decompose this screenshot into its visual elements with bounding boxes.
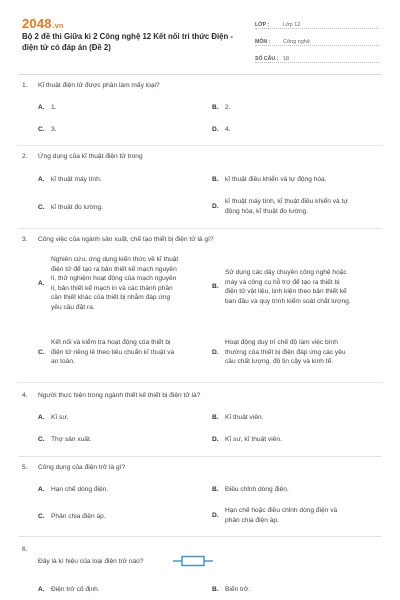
question-stem <box>22 464 125 471</box>
option-letter: C. <box>38 348 45 356</box>
option-text: Biến trở. <box>225 586 251 593</box>
meta-count-row <box>255 49 379 63</box>
question-text: Người thực hiện trong ngành thiết kế thiết bị điện tử là? <box>38 392 201 399</box>
option-text: Điện trở cố định. <box>51 586 100 593</box>
option-text: Hạn chế dòng điện. <box>51 486 109 493</box>
option-a[interactable] <box>38 413 198 423</box>
option-a[interactable] <box>38 103 198 113</box>
option-text: 1. <box>51 104 57 111</box>
option-letter: A. <box>38 176 45 183</box>
option-text: Kĩ sư, kĩ thuật viên. <box>225 436 282 443</box>
option-b[interactable] <box>212 103 382 113</box>
meta-subject-label: MÔN : <box>255 39 271 45</box>
option-letter: B. <box>212 176 219 183</box>
option-text: Hạn chế hoặc điều chỉnh dòng điện và phân chia điện áp. <box>225 507 338 524</box>
option-b[interactable] <box>212 413 382 423</box>
option-a[interactable] <box>38 485 198 495</box>
option-letter: C. <box>38 126 45 133</box>
meta-subject-row <box>255 32 379 46</box>
exam-meta <box>255 15 379 66</box>
question-number: 3. <box>22 236 28 243</box>
option-letter: A. <box>38 586 45 593</box>
question-text: Công việc của ngành sản xuất, chế tạo thiết bị điện tử là gì? <box>38 236 214 243</box>
option-letter: B. <box>212 586 219 593</box>
question-number: 2. <box>22 153 28 160</box>
meta-class-row <box>255 15 379 29</box>
option-text: Kết nối và kiểm tra hoạt động của thiết bị điện tử riêng lẻ theo tiêu chuẩn kĩ thuật và an toàn. <box>51 339 175 366</box>
option-b[interactable] <box>212 175 382 185</box>
option-text: kĩ thuật điều khiển và tự động hóa. <box>225 176 327 183</box>
option-letter: C. <box>38 436 45 443</box>
question-divider <box>18 536 382 537</box>
option-letter: A. <box>38 414 45 421</box>
option-letter: C. <box>38 204 45 211</box>
option-b[interactable] <box>212 585 382 595</box>
question-number-line <box>22 546 38 553</box>
option-text: Thợ sản xuất. <box>51 436 92 443</box>
option-c[interactable] <box>38 435 198 445</box>
option-letter: D. <box>212 202 219 210</box>
option-letter: C. <box>38 513 45 520</box>
option-letter: B. <box>212 283 219 291</box>
meta-subject-value: Công nghệ <box>283 39 310 45</box>
question-divider <box>18 145 382 146</box>
option-d[interactable] <box>212 435 382 445</box>
option-d[interactable] <box>212 197 382 216</box>
question-stem <box>22 82 160 89</box>
option-text: kĩ thuật máy tính, kĩ thuật điều khiển và tự động hóa, kĩ thuật đo lường. <box>225 198 348 215</box>
option-text: Kĩ thuật viên. <box>225 414 264 421</box>
option-letter: D. <box>212 348 219 356</box>
question-number: 1. <box>22 82 28 89</box>
page-header <box>0 0 400 64</box>
question-divider <box>18 228 382 229</box>
option-d[interactable] <box>212 338 387 367</box>
option-text: 4. <box>225 126 231 133</box>
option-a[interactable] <box>38 255 210 313</box>
question-text: Kĩ thuật điện tử được phân làm mấy loại? <box>38 82 160 89</box>
question-divider <box>18 382 382 383</box>
meta-class-label: LỚP : <box>255 22 270 28</box>
exam-title: Bộ 2 đề thi Giữa kì 2 Công nghệ 12 Kết nối tri thức Điện - điện tử có đáp án (Đề 2) <box>22 32 233 52</box>
option-text: 3. <box>51 126 57 133</box>
logo-text: 2048 <box>22 16 52 31</box>
resistor-symbol-icon <box>172 553 214 569</box>
option-d[interactable] <box>212 506 382 525</box>
question-text: Ứng dụng của kĩ thuật điện tử trong <box>38 153 143 160</box>
option-text: Sử dụng các dây chuyền công nghệ hoặc máy và công cụ hỗ trợ để tạo ra thiết bị điện tử vật liệu, linh kiện theo bản thiết kế ban đầu và quy trình kiểm soát chất lượng. <box>225 269 351 305</box>
option-letter: A. <box>38 104 45 111</box>
option-b[interactable] <box>212 485 382 495</box>
option-text: kĩ thuật đo lường. <box>51 204 103 211</box>
option-b[interactable] <box>212 268 387 306</box>
option-letter: D. <box>212 511 219 519</box>
option-c[interactable] <box>38 203 198 213</box>
option-letter: D. <box>212 436 219 443</box>
option-letter: B. <box>212 104 219 111</box>
question-number: 4. <box>22 392 28 399</box>
question-divider <box>18 456 382 457</box>
option-text: Hoạt động duy trì chế độ làm việc bình thường của thiết bị điện đáp ứng các yêu cầu chất lượng, độ tin cậy và kinh tế. <box>225 339 346 366</box>
option-c[interactable] <box>38 512 198 522</box>
option-text: Phân chia điện áp. <box>51 513 106 520</box>
question-stem <box>22 392 200 399</box>
option-letter: B. <box>212 414 219 421</box>
option-text: 2. <box>225 104 231 111</box>
question-stem <box>22 236 214 243</box>
option-c[interactable] <box>38 338 210 367</box>
question-number: 5. <box>22 464 28 471</box>
meta-class-value: Lớp 12 <box>283 22 301 28</box>
site-logo[interactable] <box>22 16 63 31</box>
option-d[interactable] <box>212 125 382 135</box>
question-stem <box>22 153 143 160</box>
option-text: Kĩ sư. <box>51 414 69 421</box>
option-a[interactable] <box>38 175 198 185</box>
meta-count-value: 18 <box>283 56 290 62</box>
option-letter: D. <box>212 126 219 133</box>
question-text: Công dụng của điện trở là gì? <box>38 464 126 471</box>
option-letter: A. <box>38 486 45 493</box>
option-text: kĩ thuật máy tính. <box>51 176 102 183</box>
option-letter: A. <box>38 279 45 287</box>
header-divider <box>18 74 382 75</box>
option-letter: B. <box>212 486 219 493</box>
question-text: Đây là kí hiệu của loại điện trở nào? <box>38 558 144 565</box>
option-text: Nghiên cứu, ứng dụng kiến thức về kĩ thuật điện tử để tạo ra bản thiết kế mạch nguyên lí, thử nghiệm hoạt động của mạch nguyên lí, bản thiết kế mạch in và các thành phần cần thiết khác của thiết bị nhằm đáp ứng yêu cầu đặt ra. <box>51 256 179 311</box>
option-text: Điều chỉnh dòng điện. <box>225 486 289 493</box>
meta-count-label: SỐ CÂU : <box>255 56 279 62</box>
logo-tld: .vn <box>52 23 64 30</box>
option-a[interactable] <box>38 585 198 595</box>
option-c[interactable] <box>38 125 198 135</box>
question-number: 6. <box>22 546 28 553</box>
